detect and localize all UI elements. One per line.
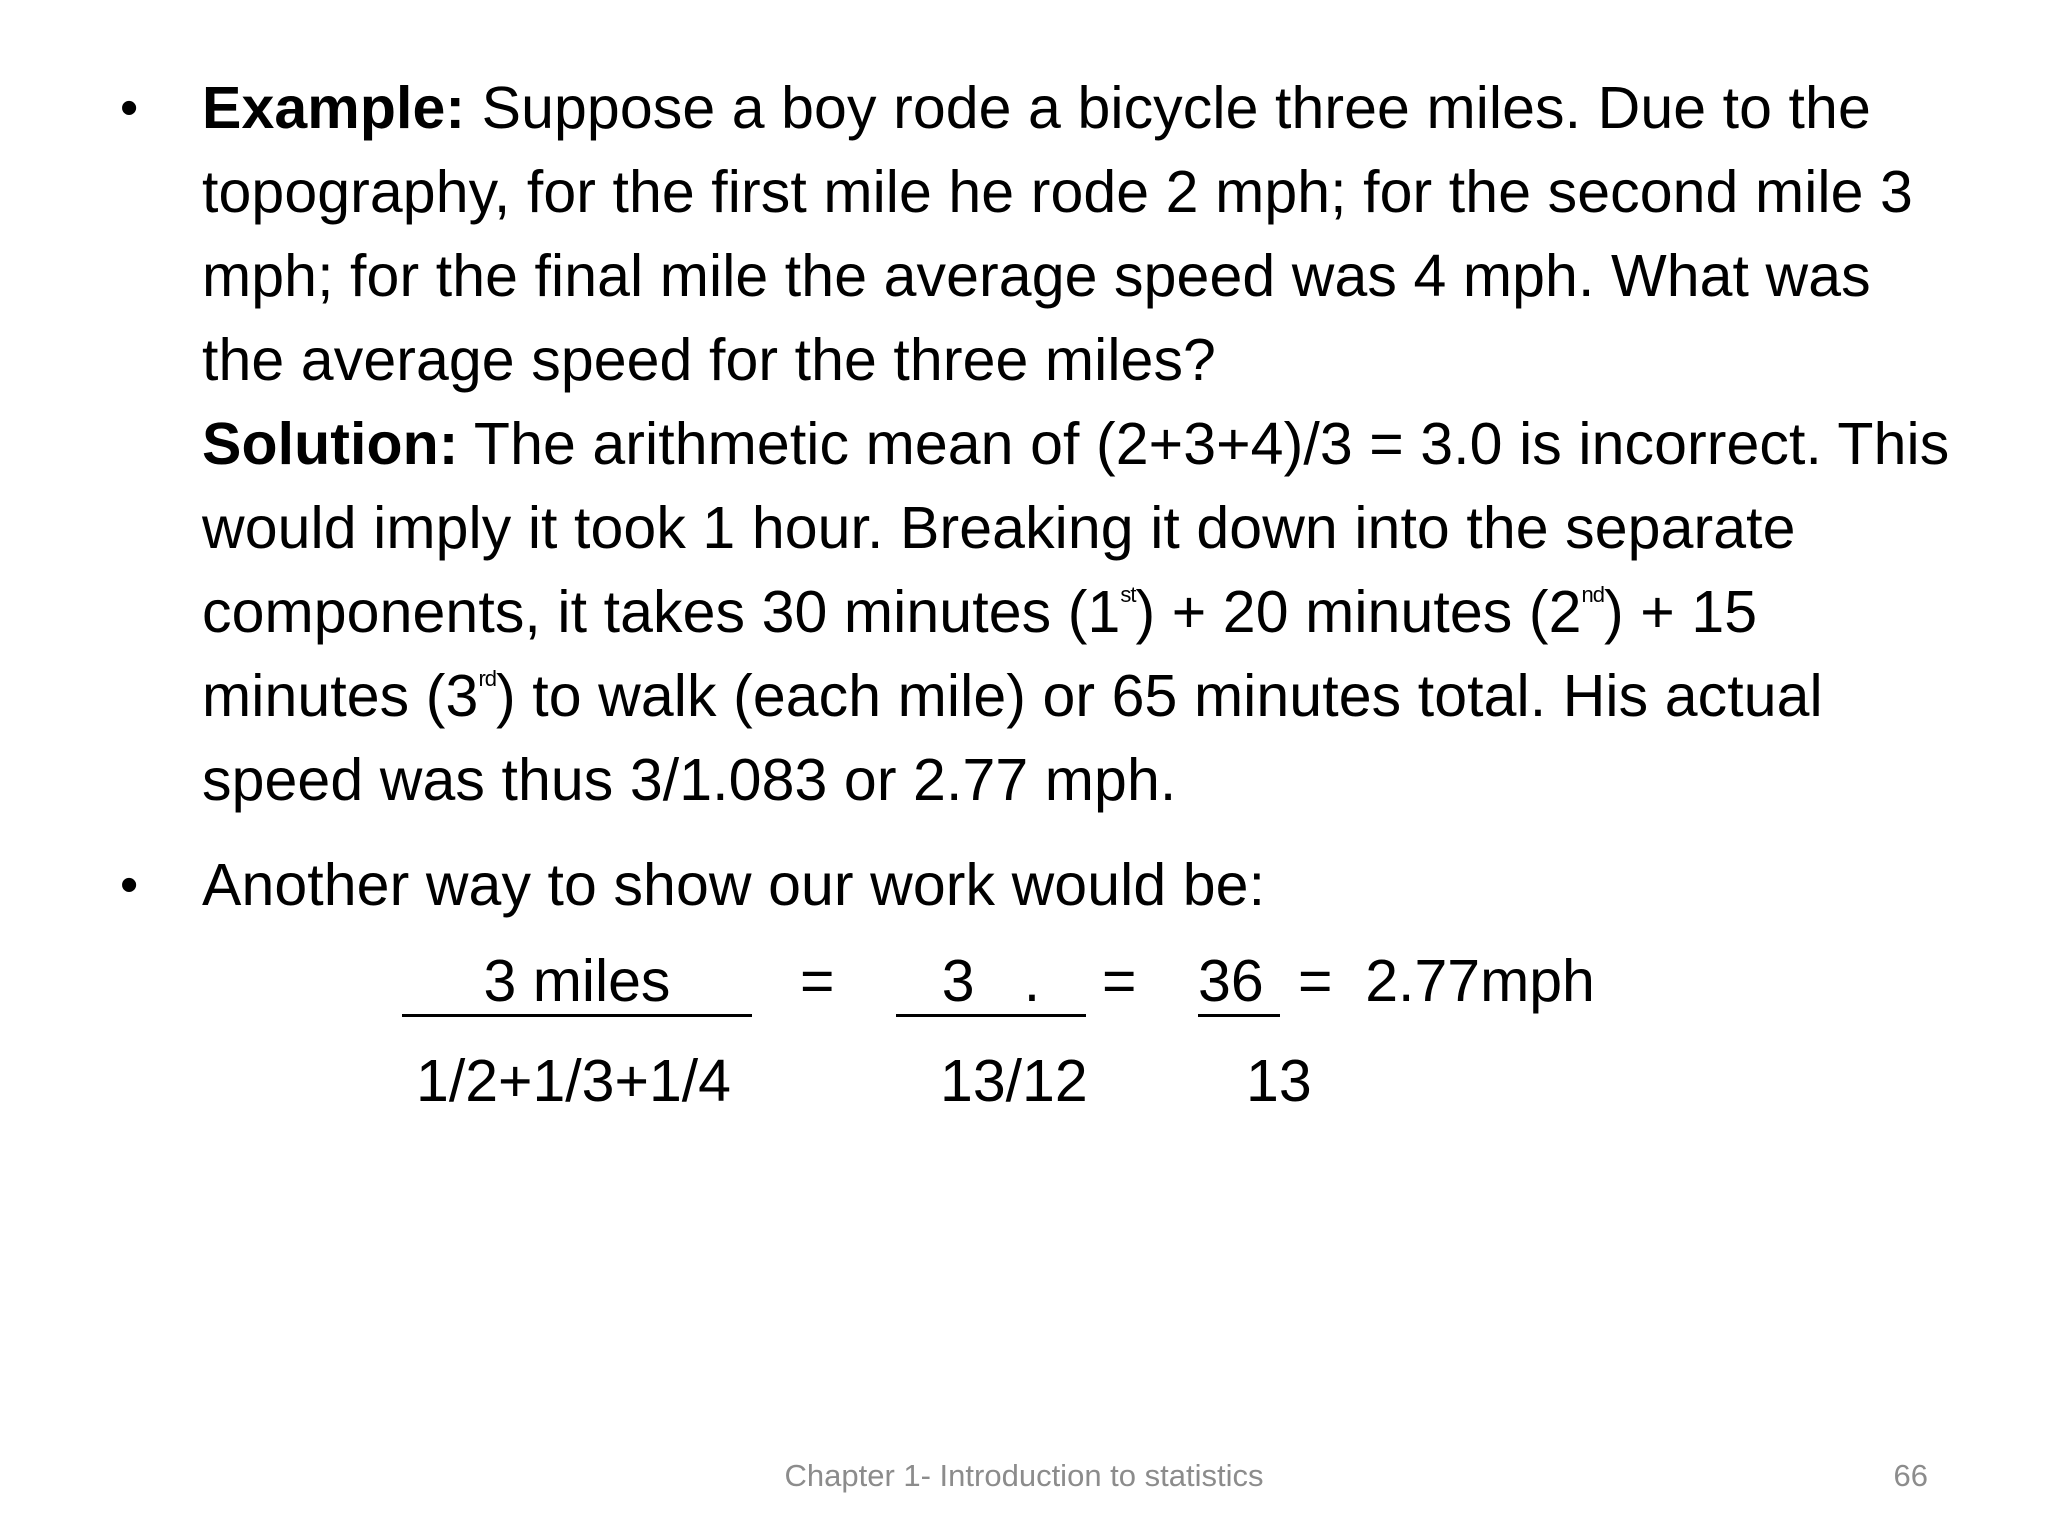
example-paragraph (202, 66, 1962, 402)
equals-sign-2: = (1102, 948, 1137, 1014)
equation-numerator-3 (896, 946, 1086, 1017)
ordinal-st: st (1120, 582, 1136, 607)
bullet-text-another-way: Another way to show our work would be: (202, 852, 1266, 918)
denominator-thirteen-twelfths: 13/12 (940, 1048, 1088, 1114)
solution-text-1: The arithmetic mean of (2+3+4)/3 = 3.0 is incorrect. This would imply it took 1 hour. Breaking it down into the separate components, it takes 30 minutes (1 (202, 411, 1950, 645)
numerator-thirty-six: 36 (1198, 948, 1280, 1017)
numerator-three: 3 . (896, 948, 1086, 1017)
numerator-miles: 3 miles (402, 948, 752, 1017)
denominator-thirteen: 13 (1246, 1048, 1312, 1114)
solution-paragraph (202, 402, 1962, 822)
equation-result: = 2.77mph (1298, 948, 1595, 1014)
solution-text-3: ) + 15 minutes (3 (202, 579, 1758, 729)
equals-sign-1: = (800, 948, 835, 1014)
solution-label: Solution: (202, 411, 459, 477)
bullet-icon: • (120, 79, 139, 137)
equation-numerator-row (402, 946, 752, 1017)
solution-text-2: ) + 20 minutes (2 (1135, 579, 1582, 645)
example-text: Suppose a boy rode a bicycle three miles. Due to the topography, for the first mile he rode 2 mph; for the second mile 3 mph; for the final mile the average speed was 4 mph. What was the average speed for the three miles? (202, 75, 1913, 393)
footer-chapter-title: Chapter 1- Introduction to statistics (784, 1458, 1264, 1493)
page-number: 66 (1893, 1458, 1928, 1493)
example-label: Example: (202, 75, 466, 141)
denominator-fractions: 1/2+1/3+1/4 (416, 1048, 731, 1114)
ordinal-nd: nd (1581, 582, 1605, 607)
solution-text-4: ) to walk (each mile) or 65 minutes total. His actual speed was thus 3/1.083 or 2.77 mph. (202, 663, 1823, 813)
bullet-icon: • (120, 856, 139, 914)
ordinal-rd: rd (478, 666, 497, 691)
equation-numerator-36 (1198, 946, 1280, 1017)
bullet-text-example (202, 66, 1962, 822)
